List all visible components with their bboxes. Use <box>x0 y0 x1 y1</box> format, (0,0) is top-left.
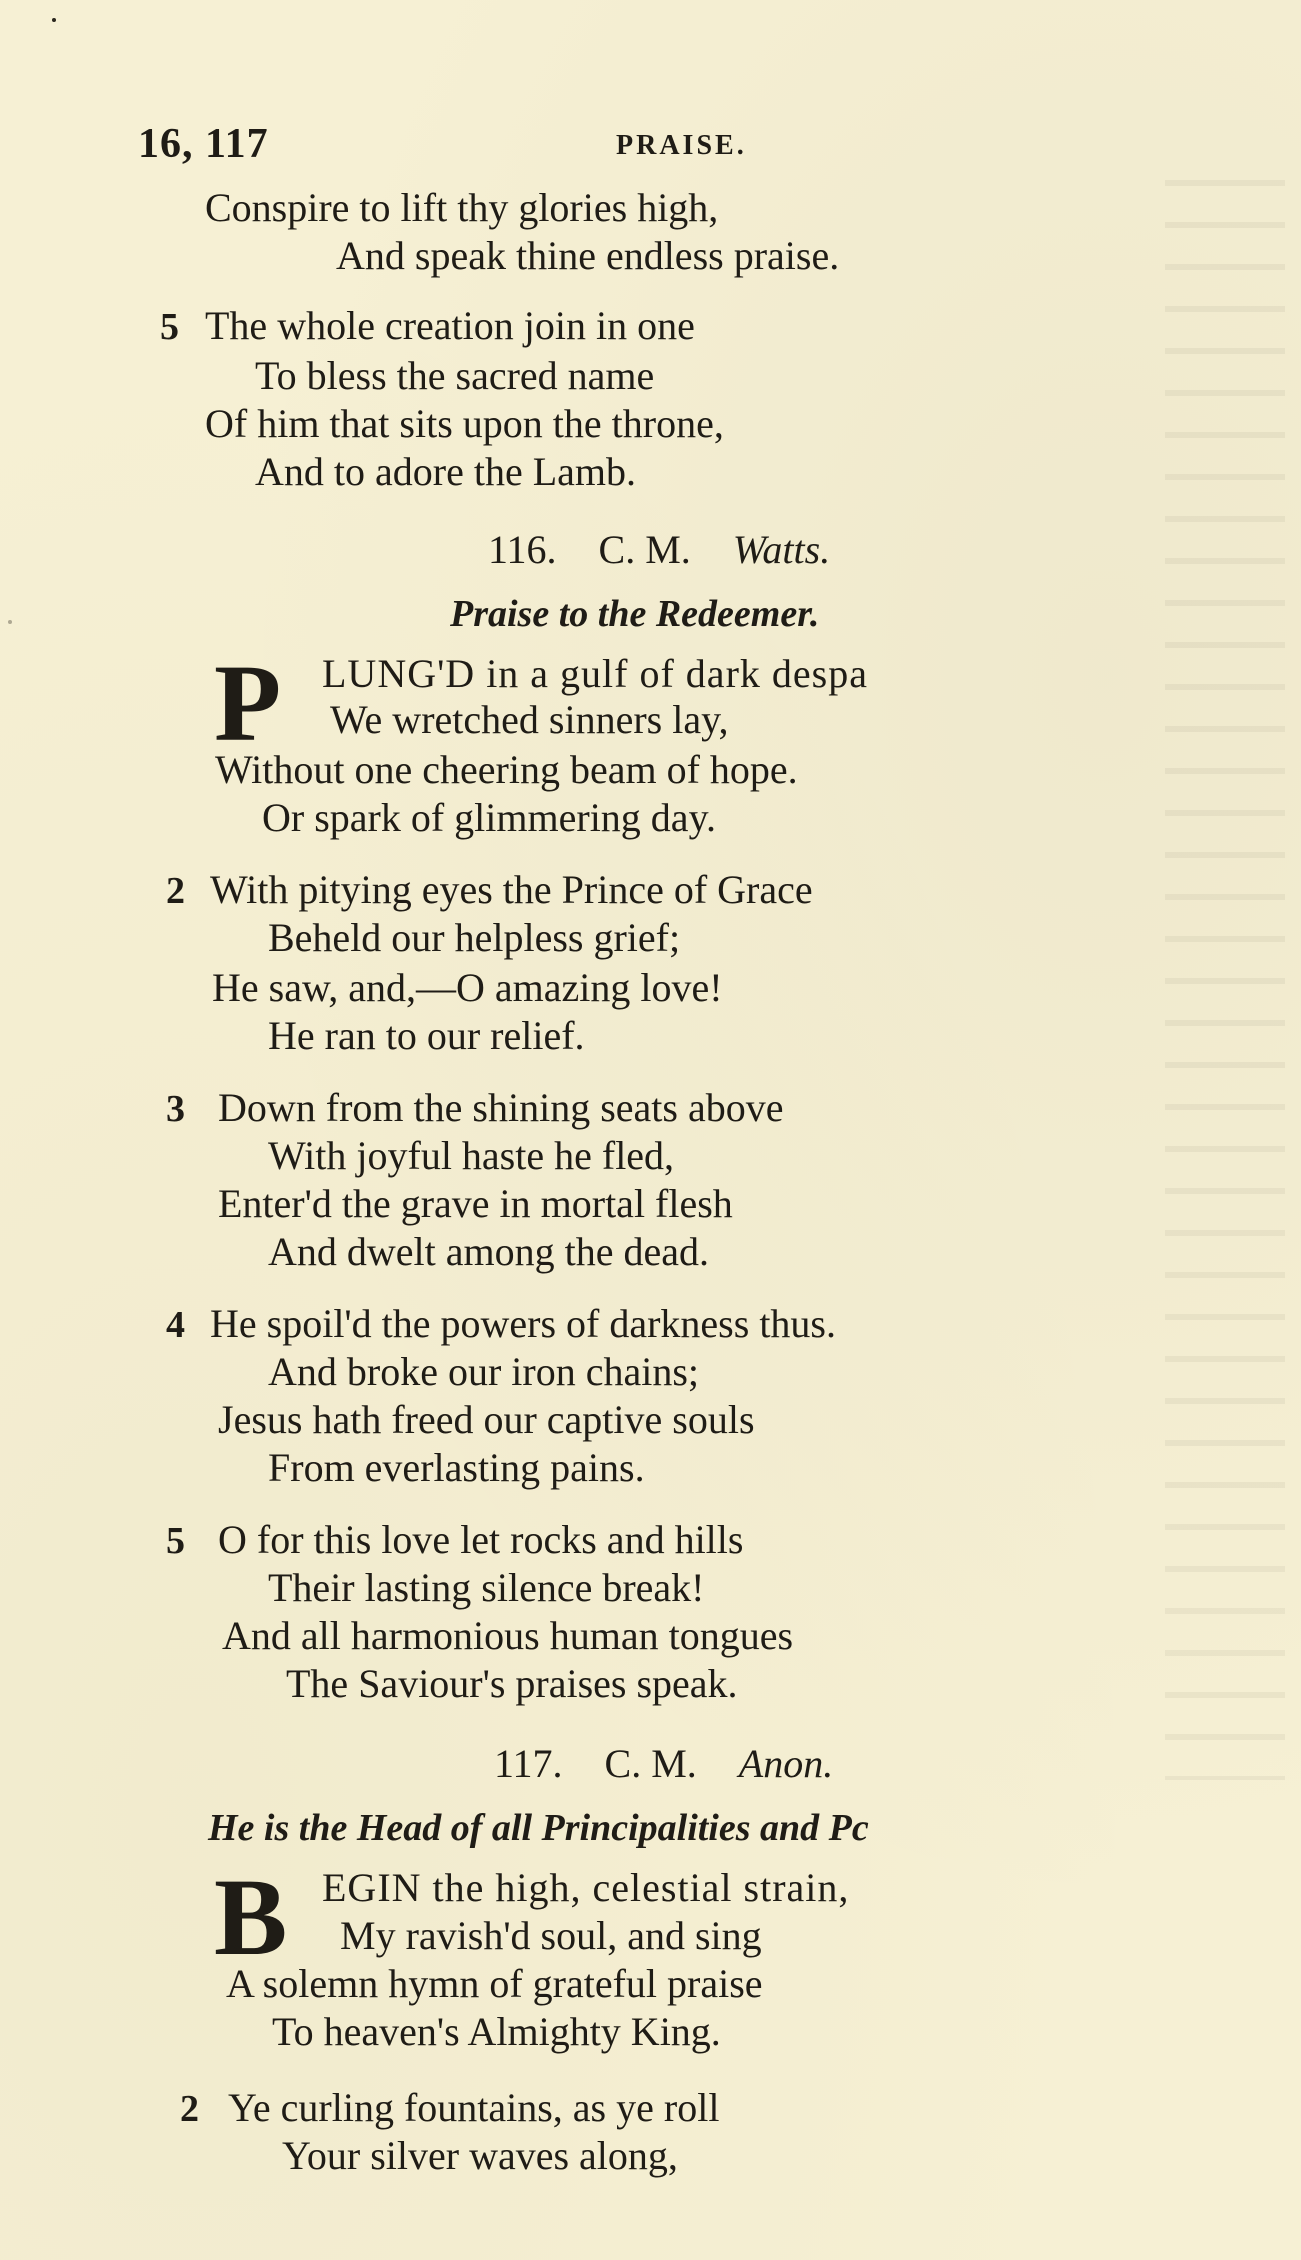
verse-number: 5 <box>166 1520 185 1562</box>
hymn-subtitle: He is the Head of all Principalities and Pc <box>208 1807 869 1849</box>
verse-number: 2 <box>180 2088 199 2130</box>
verse-line: With joyful haste he fled, <box>268 1133 675 1178</box>
hymn-author: Anon. <box>738 1741 834 1786</box>
verse-line: Beheld our helpless grief; <box>268 915 681 960</box>
verse-line: Or spark of glimmering day. <box>262 795 716 840</box>
verse-line: Their lasting silence break! <box>268 1565 705 1610</box>
verse-number: 4 <box>166 1304 185 1346</box>
page-header <box>138 120 1038 180</box>
verse-line: And dwelt among the dead. <box>268 1229 709 1274</box>
verse-number: 2 <box>166 870 185 912</box>
verse-line: To bless the sacred name <box>255 353 655 398</box>
verse-line: The Saviour's praises speak. <box>286 1661 738 1706</box>
carryover-line-2: And speak thine endless praise. <box>336 233 840 278</box>
verse-line: The whole creation join in one <box>205 303 695 348</box>
verse-line: With pitying eyes the Prince of Grace <box>210 867 813 912</box>
verse-line: To heaven's Almighty King. <box>272 2009 721 2054</box>
verse-line: We wretched sinners lay, <box>330 697 729 742</box>
verse-line: Without one cheering beam of hope. <box>215 747 798 792</box>
verse-line: From everlasting pains. <box>268 1445 645 1490</box>
verse-line: O for this love let rocks and hills <box>218 1517 744 1562</box>
paper-speck <box>8 620 12 624</box>
paper-speck <box>52 18 56 22</box>
carryover-line-1: Conspire to lift thy glories high, <box>205 185 719 230</box>
verse-line: He saw, and,—O amazing love! <box>212 965 723 1010</box>
verse-line: My ravish'd soul, and sing <box>340 1913 762 1958</box>
verse-line: And to adore the Lamb. <box>255 449 636 494</box>
verse-line: He spoil'd the powers of darkness thus. <box>210 1301 836 1346</box>
verse-line: Ye curling fountains, as ye roll <box>228 2085 720 2130</box>
verse-line: Of him that sits upon the throne, <box>205 401 724 446</box>
verse-line: Down from the shining seats above <box>218 1085 784 1130</box>
verse-line: He ran to our relief. <box>268 1013 585 1058</box>
verse-line: Jesus hath freed our captive souls <box>218 1397 755 1442</box>
hymn-heading <box>494 1740 833 1787</box>
hymn-number: 116. <box>488 527 557 572</box>
verse-line: And broke our iron chains; <box>268 1349 700 1394</box>
hymn-heading <box>488 526 830 573</box>
hymn-meter: C. M. <box>604 1741 697 1786</box>
verse-line: A solemn hymn of grateful praise <box>226 1961 763 2006</box>
bleed-through-texture <box>1165 180 1285 1780</box>
verse-line: EGIN the high, celestial strain, <box>322 1865 850 1910</box>
hymn-meter: C. M. <box>598 527 691 572</box>
verse-number: 5 <box>160 306 179 348</box>
verse-line: Enter'd the grave in mortal flesh <box>218 1181 733 1226</box>
verse-number: 3 <box>166 1088 185 1130</box>
page-number: 16, 117 <box>138 121 269 167</box>
drop-cap: P <box>214 642 282 764</box>
hymn-number: 117. <box>494 1741 563 1786</box>
drop-cap: B <box>214 1856 288 1978</box>
running-head: PRAISE. <box>616 130 747 161</box>
hymn-author: Watts. <box>732 527 831 572</box>
verse-line: Your silver waves along, <box>282 2133 678 2178</box>
verse-line: And all harmonious human tongues <box>222 1613 794 1658</box>
hymn-subtitle: Praise to the Redeemer. <box>450 593 820 635</box>
verse-line: LUNG'D in a gulf of dark despa <box>322 651 868 696</box>
